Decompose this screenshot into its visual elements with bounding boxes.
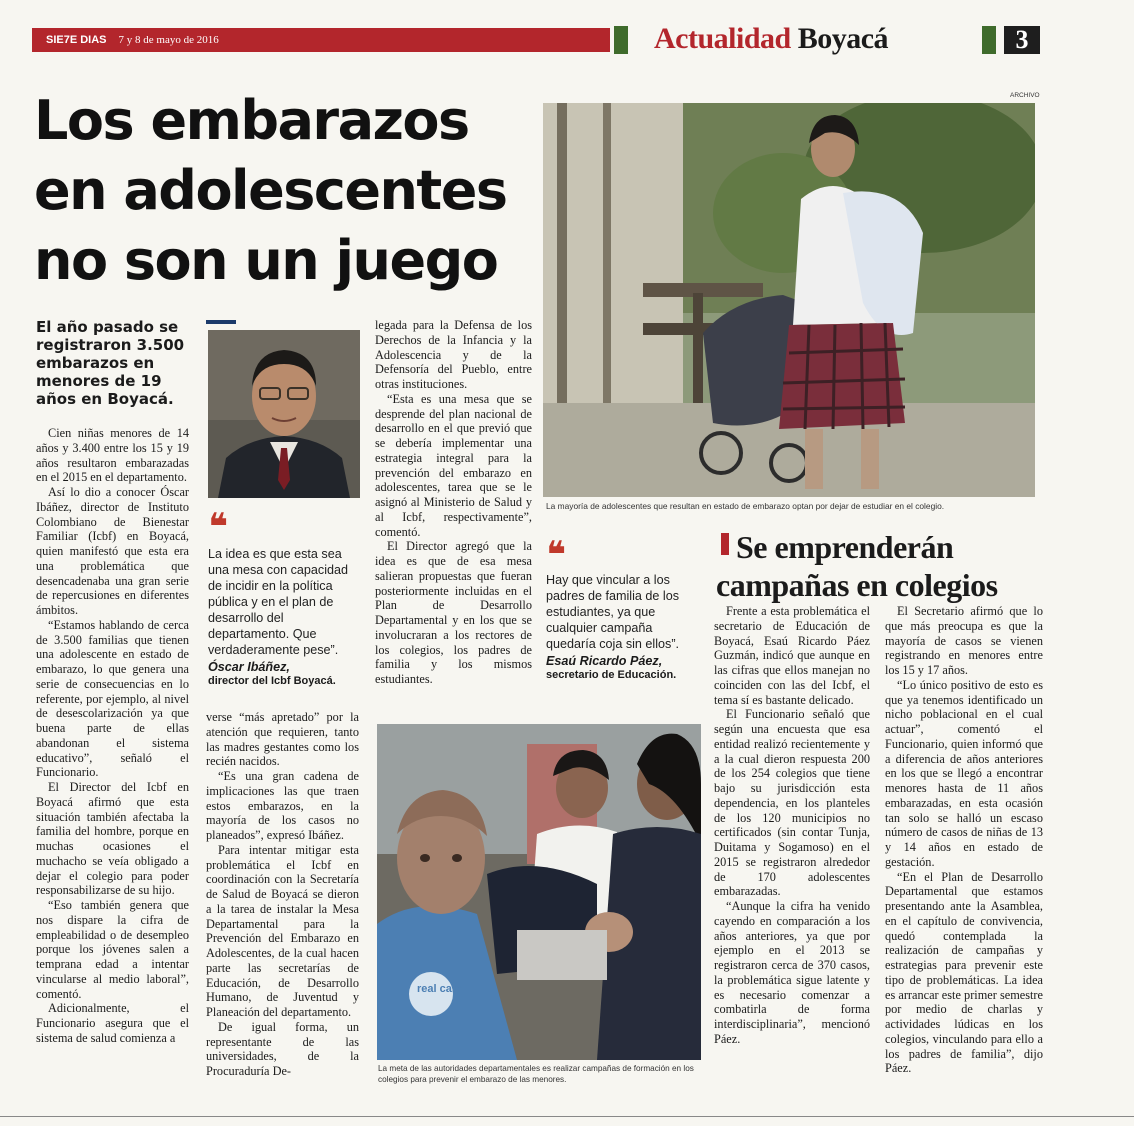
- article-headline: [34, 86, 534, 296]
- pull-quote-text: La idea es que esta sea una mesa con capacidad de incidir en la política pública y en el plan de desarrollo del departamento. Que verdaderamente pese”.: [208, 547, 349, 657]
- paragraph: El Director del Icbf en Boyacá afirmó que esta situación también afectaba la familia del hombre, porque en muchas ocasiones el muchacho se veía obligado a dejar el colegio para poder responsabilizarse de su hijo.: [36, 780, 189, 898]
- pull-quote-2: [546, 533, 696, 682]
- section-title: [654, 22, 888, 56]
- photo-caption-2: La meta de las autoridades departamentales es realizar campañas de formación en los colegios para prevenir el embarazo de las menores.: [378, 1064, 694, 1084]
- page-number: 3: [1004, 26, 1040, 54]
- photo-caption-1: La mayoría de adolescentes que resultan en estado de embarazo optan por dejar de estudiar en el colegio.: [546, 501, 945, 511]
- pull-quote-name: Óscar Ibáñez,: [208, 660, 290, 674]
- pull-quote-role: director del Icbf Boyacá.: [208, 675, 336, 687]
- paragraph: Frente a esta problemática el secretario de Educación de Boyacá, Esaú Ricardo Páez Guzmán, indicó que aunque en las cifras que ellos manejan no coinciden con las del Icbf, el tema sí es bastante delicado.: [714, 604, 870, 707]
- paragraph: “Aunque la cifra ha venido cayendo en comparación a los años anteriores, ya que por ejemplo en el 2013 se registraron cerca de 370 casos, la problemática sigue latente y es necesario comenzar a combatirla de forma interdisciplinaria”, mencionó Páez.: [714, 899, 870, 1046]
- article-column-3: [375, 318, 532, 687]
- paragraph: Adicionalmente, el Funcionario asegura que el sistema de salud comienza a: [36, 1001, 189, 1045]
- page-bottom-rule: [0, 1116, 1134, 1117]
- pull-quote-1: [208, 505, 362, 688]
- sidebar-column-a: [714, 604, 870, 1047]
- paragraph: El Secretario afirmó que lo que más preocupa es que la mayoría de casos se vienen registrando en menores entre los 15 y 17 años.: [885, 604, 1043, 677]
- paragraph: “Esta es una mesa que se desprende del plan nacional de desarrollo en el que previó que se debería implementar una estrategia integral para la prevención del embarazo en adolescentes, tarea que se le asignó al Ministerio de Salud y al Icbf, respectivamente”, comentó.: [375, 391, 532, 539]
- paragraph: De igual forma, un representante de las universidades, de la Procuraduría De-: [206, 1019, 359, 1078]
- paragraph: “Estamos hablando de cerca de 3.500 familias que tienen una adolescente en estado de embarazo, lo que genera una serie de consecuencias en lo referente, por ejemplo, al nivel de desescolarización ya que buena parte de ellas abandonan el sistema educativo”, señaló el Funcionario.: [36, 617, 189, 780]
- page-number-green-tab: [982, 26, 996, 54]
- paragraph: “Es una gran cadena de implicaciones las que traen estos embarazos, en la mayoría de los casos no planeados”, expresó Ibáñez.: [206, 769, 359, 842]
- photo-pregnant-student: [543, 103, 1035, 497]
- masthead-date: 7 y 8 de mayo de 2016: [118, 34, 219, 46]
- section-title-part2: Boyacá: [797, 22, 889, 55]
- paragraph: Para intentar mitigar esta problemática el Icbf en coordinación con la Secretaría de Salud de Boyacá se dieron a la tarea de instalar la Mesa Departamental para la Prevención del Embarazo en Adolescentes, de la cual hacen parte las secretarías de Educación, de Desarrollo Humano, de Juventud y Planeación del departamento.: [206, 842, 359, 1019]
- page-number-box: [982, 26, 1040, 54]
- photo-image: [543, 103, 1035, 497]
- sidebar-headline-line-2: campañas en colegios: [716, 567, 998, 603]
- paragraph: El Director agregó que la idea es que de esa mesa salieran propuestas que fueran posteriormente incluidas en el Plan de Desarrollo Departamental y en los que se involucraran a los rectores de los colegios, los padres de familia y los mismos estudiantes.: [375, 539, 532, 686]
- pull-quote-text: Hay que vincular a los padres de familia de los estudiantes, ya que cualquier campaña quedaría coja sin ellos”.: [546, 573, 680, 651]
- masthead-green-tab: [614, 26, 628, 54]
- sidebar-headline-line-1: Se emprenderán: [736, 529, 954, 565]
- publication-name: SIE7E DIAS: [46, 34, 107, 46]
- masthead-bar: [32, 28, 610, 52]
- paragraph: El Funcionario señaló que según una encuesta que esa entidad realizó recientemente y a la cual dieron respuesta 200 de los 254 colegios que tiene bajo su jurisdicción esta dependencia, en los planteles de los 120 municipios no certificados (sin contar Tunja, Duitama y Sogamoso) en el 2015 se registraron alrededor de 170 adolescentes embarazadas.: [714, 707, 870, 899]
- photo-credit: ARCHIVO: [1010, 92, 1040, 99]
- quote-mark-icon: ❛❛: [208, 505, 223, 549]
- portrait-accent-bar: [206, 320, 236, 324]
- portrait-photo-oscar-ibanez: [208, 330, 360, 498]
- paragraph: “Lo único positivo de esto es que ya tenemos identificado un nicho poblacional en el cual actuar”, comentó el Funcionario, quien informó que a diferencia de años anteriores en los que se llegó a encontrar menores hasta de 11 años embarazadas, en esta ocasión tan solo se halló un escaso número de casos de niñas de 13 y 14 años en estado de gestación.: [885, 677, 1043, 869]
- headline-line-2: en adolescentes: [34, 159, 507, 222]
- sidebar-column-b: [885, 604, 1043, 1076]
- paragraph: Cien niñas menores de 14 años y 3.400 entre los 15 y 19 años resultaron embarazadas en el 2015 en el departamento.: [36, 426, 189, 485]
- photo-image: [377, 724, 701, 1060]
- sidebar-headline: [716, 528, 1046, 604]
- article-column-2: [206, 710, 359, 1079]
- paragraph: verse “más apretado” por la atención que requieren, tanto las madres gestantes como los recién nacidos.: [206, 710, 359, 769]
- pull-quote-name: Esaú Ricardo Páez,: [546, 654, 663, 668]
- portrait-image: [208, 330, 360, 498]
- paragraph: Así lo dio a conocer Óscar Ibáñez, director de Instituto Colombiano de Bienestar Familiar (Icbf) en Boyacá, quien manifestó que esta era una problemática que desencadenaba una gran serie de repercusiones en diferentes ámbitos.: [36, 485, 189, 617]
- paragraph: “En el Plan de Desarrollo Departamental que estamos presentando ante la Asamblea, en el capítulo de convivencia, quedó contemplada la realización de campañas y estrategias para prevenir este tipo de problemáticas. La idea es arrancar este primer semestre por medio de charlas y actividades lúdicas en los colegios, vinculando para ello a los padres de familia”, dijo Páez.: [885, 869, 1043, 1076]
- paragraph: legada para la Defensa de los Derechos de la Infancia y la Adolescencia y de la Defensoría del Pueblo, entre otras instituciones.: [375, 318, 532, 391]
- article-deck: El año pasado se registraron 3.500 embarazos en menores de 19 años en Boyacá.: [36, 318, 185, 408]
- section-title-part1: Actualidad: [654, 22, 791, 55]
- pull-quote-role: secretario de Educación.: [546, 669, 677, 681]
- quote-mark-icon: ❛❛: [546, 533, 561, 577]
- doll-shirt-logo: real care: [417, 983, 463, 995]
- photo-students-with-dolls: [377, 724, 701, 1060]
- paragraph: “Eso también genera que nos dispare la cifra de empleabilidad o de desempleo porque los jóvenes salen a temprana edad a intentar vincularse al medio laboral”, comentó.: [36, 898, 189, 1001]
- headline-line-3: no son un juego: [34, 229, 498, 292]
- headline-line-1: Los embarazos: [34, 89, 469, 152]
- article-column-1: [36, 426, 189, 1046]
